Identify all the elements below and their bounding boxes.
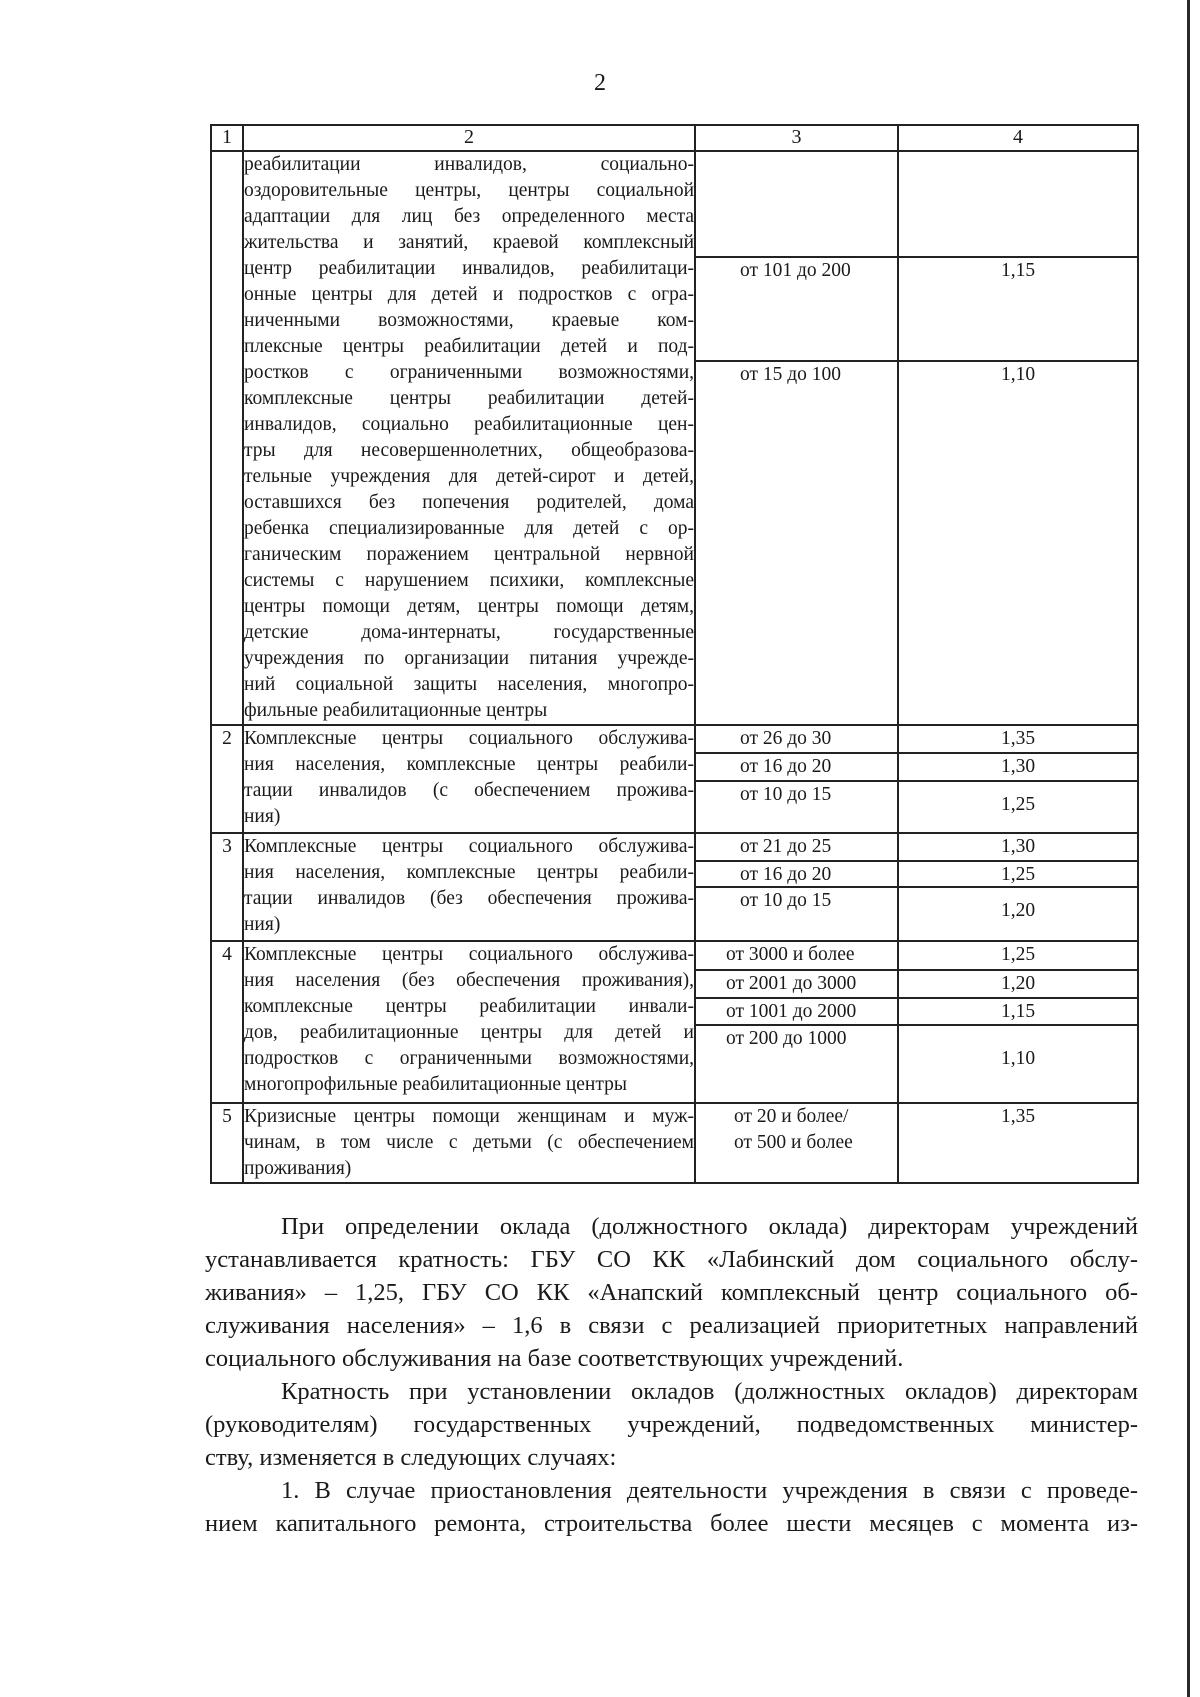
row-description [243, 151, 695, 725]
desc-line: реабилитации инвалидов, социально- [244, 154, 694, 175]
range-cell: от 21 до 25 [740, 836, 832, 857]
desc-line: центр реабилитации инвалидов, реабилитаци- [244, 258, 694, 279]
row-number: 2 [211, 725, 243, 833]
coefficient-cell: 1,30 [899, 752, 1137, 780]
desc-line: тации инвалидов (с обеспечением прожива- [244, 780, 694, 801]
coefficient-cell: 1,10 [899, 1024, 1137, 1102]
desc-line: ния населения, комплексные центры реабили- [244, 754, 694, 775]
coefficient-column [898, 151, 1138, 725]
range-cell: от 16 до 20 [696, 752, 897, 780]
desc-line: многопрофильные реабилитационные центры [244, 1074, 627, 1095]
range-cell: от 2001 до 3000 [696, 969, 897, 997]
desc-line: тельные учреждения для детей-сирот и детей, [244, 466, 694, 487]
desc-line: комплексные центры реабилитации детей- [244, 388, 694, 409]
desc-line: ростков с ограниченными возможностями, [244, 362, 694, 383]
table-row [211, 725, 1138, 833]
range-line: от 500 и более [734, 1132, 853, 1153]
desc-line: плексные центры реабилитации детей и под- [244, 336, 694, 357]
desc-line: инвалидов, социально реабилитационные цен- [244, 414, 694, 435]
row-description [243, 725, 695, 833]
coefficient-cell: 1,20 [899, 969, 1137, 997]
coefficient-cell: 1,25 [899, 780, 1137, 832]
text-line: служивания населения» – 1,6 в связи с реализацией приоритетных направлений [205, 1312, 1138, 1339]
desc-line: тации инвалидов (без обеспечения прожива- [244, 888, 694, 909]
coefficient-column [898, 725, 1138, 833]
range-cell [696, 152, 897, 256]
coefficient-table [210, 124, 1139, 1184]
body-text [205, 1210, 1138, 1540]
text-line: устанавливается кратность: ГБУ СО КК «Лабинский дом социального обслу- [205, 1246, 1138, 1273]
range-cell: от 26 до 30 [740, 728, 832, 749]
desc-line: онные центры для детей и подростков с огра- [244, 284, 694, 305]
desc-line: Комплексные центры социального обслужива- [244, 944, 694, 965]
desc-line: комплексные центры реабилитации инвали- [244, 996, 694, 1017]
desc-line: фильные реабилитационные центры [244, 700, 548, 721]
desc-line: ний социальной защиты населения, многопро- [244, 674, 694, 695]
range-column [695, 151, 898, 725]
coefficient-cell: 1,35 [1000, 1106, 1036, 1127]
range-column [695, 1103, 898, 1183]
range-column [695, 941, 898, 1103]
coefficient-cell: 1,10 [899, 360, 1137, 700]
desc-line: учреждения по организации питания учрежде- [244, 648, 694, 669]
header-col-4: 4 [898, 125, 1138, 151]
paragraph-multiplicity-changes [205, 1375, 1138, 1474]
desc-line: ния) [244, 914, 281, 935]
coefficient-cell: 1,30 [1000, 836, 1036, 857]
text-line: (руководителям) государственных учреждений, подведомственных министер- [205, 1411, 1138, 1438]
text-line: ству, изменяется в следующих случаях: [205, 1444, 617, 1471]
coefficient-cell: 1,15 [899, 256, 1137, 360]
range-line: от 20 и более/ [734, 1106, 849, 1127]
coefficient-column [898, 1103, 1138, 1183]
range-column [695, 833, 898, 941]
header-col-2: 2 [243, 125, 695, 151]
desc-line: центры помощи детям, центры помощи детям, [244, 596, 694, 617]
desc-line: подростков с ограниченными возможностями, [244, 1048, 694, 1069]
text-line: социального обслуживания на базе соответствующих учреждений. [205, 1345, 904, 1372]
desc-line: оздоровительные центры, центры социальной [244, 180, 694, 201]
text-line: 1. В случае приостановления деятельности учреждения в связи с проведе- [281, 1477, 1138, 1504]
table-row [211, 1103, 1138, 1183]
header-col-1: 1 [211, 125, 243, 151]
desc-line: Комплексные центры социального обслужива- [244, 728, 694, 749]
text-line: нием капитального ремонта, строительства более шести месяцев с момента из- [205, 1510, 1138, 1537]
range-cell: от 15 до 100 [696, 360, 897, 700]
header-col-3: 3 [695, 125, 898, 151]
row-number [211, 151, 243, 725]
paragraph-case-1 [205, 1474, 1138, 1540]
table-row-continuation [211, 151, 1138, 725]
desc-line: системы с нарушением психики, комплексные [244, 570, 694, 591]
row-number: 3 [211, 833, 243, 941]
row-description [243, 941, 695, 1103]
desc-line: адаптации для лиц без определенного места [244, 206, 694, 227]
range-cell: от 10 до 15 [696, 886, 897, 940]
table-header-row [211, 125, 1138, 151]
row-description [243, 833, 695, 941]
coefficient-column [898, 941, 1138, 1103]
desc-line: проживания) [244, 1158, 352, 1179]
desc-line: ганическим поражением центральной нервной [244, 544, 694, 565]
desc-line: Кризисные центры помощи женщинам и муж- [244, 1106, 694, 1127]
table-row [211, 941, 1138, 1103]
coefficient-cell: 1,25 [899, 860, 1137, 886]
desc-line: ния населения (без обеспечения проживания), [244, 970, 694, 991]
desc-line: ния населения, комплексные центры реабили- [244, 862, 694, 883]
row-description [243, 1103, 695, 1183]
range-cell: от 16 до 20 [696, 860, 897, 886]
paragraph-director-multiplicity [205, 1210, 1138, 1375]
desc-line: ния) [244, 806, 281, 827]
coefficient-cell: 1,20 [899, 886, 1137, 940]
range-column [695, 725, 898, 833]
table-row [211, 833, 1138, 941]
range-cell [696, 1104, 897, 1156]
desc-line: ниченными возможностями, краевые ком- [244, 310, 694, 331]
desc-line: жительства и занятий, краевой комплексный [244, 232, 694, 253]
desc-line: ребенка специализированные для детей с ор- [244, 518, 694, 539]
coefficient-cell: 1,35 [1000, 728, 1036, 749]
range-cell: от 10 до 15 [696, 780, 897, 832]
desc-line: оставшихся без попечения родителей, дома [244, 492, 694, 513]
page-number: 2 [594, 70, 606, 96]
text-line: Кратность при установлении окладов (должностных окладов) директорам [281, 1378, 1138, 1405]
desc-line: Комплексные центры социального обслужива- [244, 836, 694, 857]
desc-line: детские дома-интернаты, государственные [244, 622, 694, 643]
coefficient-cell: 1,25 [1000, 944, 1036, 965]
desc-line: чинам, в том числе с детьми (с обеспечением [244, 1132, 694, 1153]
coefficient-column [898, 833, 1138, 941]
desc-line: дов, реабилитационные центры для детей и [244, 1022, 694, 1043]
range-cell: от 3000 и более [726, 944, 855, 965]
text-line: живания» – 1,25, ГБУ СО КК «Анапский комплексный центр социального об- [205, 1279, 1138, 1306]
desc-line: тры для несовершеннолетних, общеобразова- [244, 440, 694, 461]
coefficient-cell: 1,15 [899, 997, 1137, 1024]
range-cell: от 200 до 1000 [696, 1024, 897, 1102]
range-cell: от 1001 до 2000 [696, 997, 897, 1024]
coefficient-cell [899, 152, 1137, 256]
text-line: При определении оклада (должностного оклада) директорам учреждений [281, 1213, 1138, 1240]
row-number: 5 [211, 1103, 243, 1183]
range-cell: от 101 до 200 [696, 256, 897, 360]
row-number: 4 [211, 941, 243, 1103]
scan-edge [1187, 0, 1190, 1697]
